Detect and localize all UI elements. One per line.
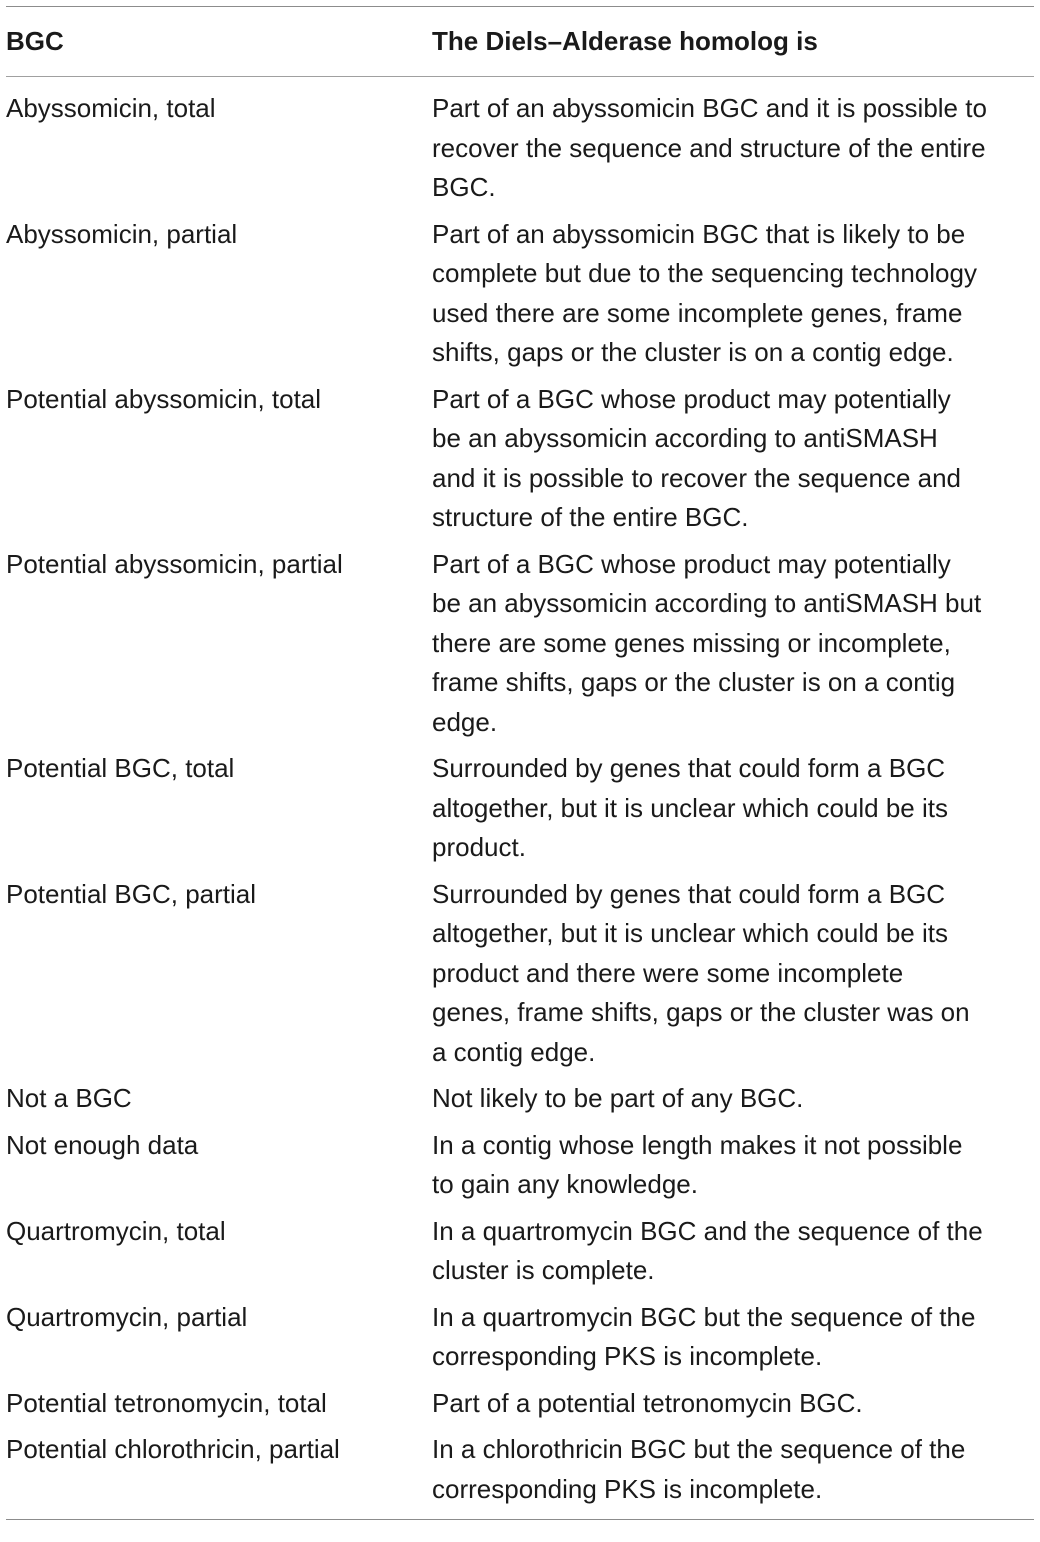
description-line: Surrounded by genes that could form a BGC [432,878,946,909]
description-line: and it is possible to recover the sequence and [432,462,962,493]
bgc-table [6,6,1034,1520]
description-line: In a quartromycin BGC and the sequence of the [432,1215,983,1246]
description-line: recover the sequence and structure of the entire [432,132,986,163]
table-row [6,1126,1034,1205]
bgc-cell: Potential BGC, partial [6,878,257,909]
bgc-cell: Potential BGC, total [6,753,235,783]
description-cell [432,1126,1034,1205]
description-line: structure of the entire BGC. [432,502,749,532]
description-line: altogether, but it is unclear which could be its [432,792,948,823]
description-cell [432,215,1034,373]
description-line: Part of an abyssomicin BGC and it is possible to [432,93,987,123]
description-cell [432,1079,1034,1119]
description-line: product. [432,832,526,862]
table-row [6,749,1034,868]
description-cell [432,749,1034,868]
bgc-cell: Abyssomicin, partial [6,218,238,249]
table-row [6,1384,1034,1424]
table-row [6,380,1034,538]
table-row [6,1212,1034,1291]
description-cell [432,1298,1034,1377]
table-row [6,875,1034,1073]
bgc-cell: Potential tetronomycin, total [6,1387,327,1418]
table-row [6,1079,1034,1119]
description-line: product and there were some incomplete [432,957,904,988]
description-cell [432,1430,1034,1509]
description-line: to gain any knowledge. [432,1169,698,1199]
table-row [6,545,1034,743]
description-line: Part of a potential tetronomycin BGC. [432,1387,863,1418]
description-cell [432,1212,1034,1291]
bgc-cell: Abyssomicin, total [6,93,216,123]
bgc-cell: Potential chlorothricin, partial [6,1434,340,1464]
table-row [6,1430,1034,1509]
table-body [6,77,1034,1509]
header-description: The Diels–Alderase homolog is [432,26,818,56]
description-line: used there are some incomplete genes, frame [432,297,963,328]
description-line: Part of an abyssomicin BGC that is likely to be [432,218,966,249]
bgc-cell: Quartromycin, total [6,1215,226,1246]
description-line: corresponding PKS is incomplete. [432,1473,823,1504]
description-line: In a quartromycin BGC but the sequence of the [432,1301,976,1332]
header-bgc: BGC [6,26,64,56]
bgc-cell: Not a BGC [6,1083,132,1113]
description-line: In a chlorothricin BGC but the sequence of the [432,1434,966,1464]
description-line: genes, frame shifts, gaps or the cluster was on [432,997,970,1027]
description-line: frame shifts, gaps or the cluster is on a contig [432,667,956,697]
description-cell [432,89,1034,208]
description-cell [432,1384,1034,1424]
bgc-cell: Quartromycin, partial [6,1301,248,1332]
description-cell [432,545,1034,743]
description-line: Part of a BGC whose product may potentially [432,548,951,579]
description-line: Part of a BGC whose product may potentially [432,383,951,414]
description-line: a contig edge. [432,1036,596,1067]
bgc-cell: Potential abyssomicin, partial [6,548,343,579]
description-cell [432,380,1034,538]
description-line: Surrounded by genes that could form a BGC [432,753,946,783]
description-line: complete but due to the sequencing technology [432,258,977,288]
bgc-cell: Potential abyssomicin, total [6,383,322,414]
description-line: be an abyssomicin according to antiSMASH but [432,588,982,618]
table-row [6,215,1034,373]
description-line: edge. [432,706,498,737]
description-line: cluster is complete. [432,1255,655,1285]
description-line: shifts, gaps or the cluster is on a contig edge. [432,337,954,367]
description-line: In a contig whose length makes it not possible [432,1129,963,1160]
table-bottom-rule [6,1519,1034,1520]
description-line: BGC. [432,172,496,202]
description-line: there are some genes missing or incomplete, [432,627,951,658]
table-row [6,89,1034,208]
bgc-cell: Not enough data [6,1129,199,1160]
description-cell [432,875,1034,1073]
description-line: be an abyssomicin according to antiSMASH [432,423,938,453]
table-header-row [6,7,1034,76]
description-line: corresponding PKS is incomplete. [432,1341,823,1371]
table-row [6,1298,1034,1377]
description-line: Not likely to be part of any BGC. [432,1083,804,1113]
description-line: altogether, but it is unclear which could be its [432,918,948,948]
